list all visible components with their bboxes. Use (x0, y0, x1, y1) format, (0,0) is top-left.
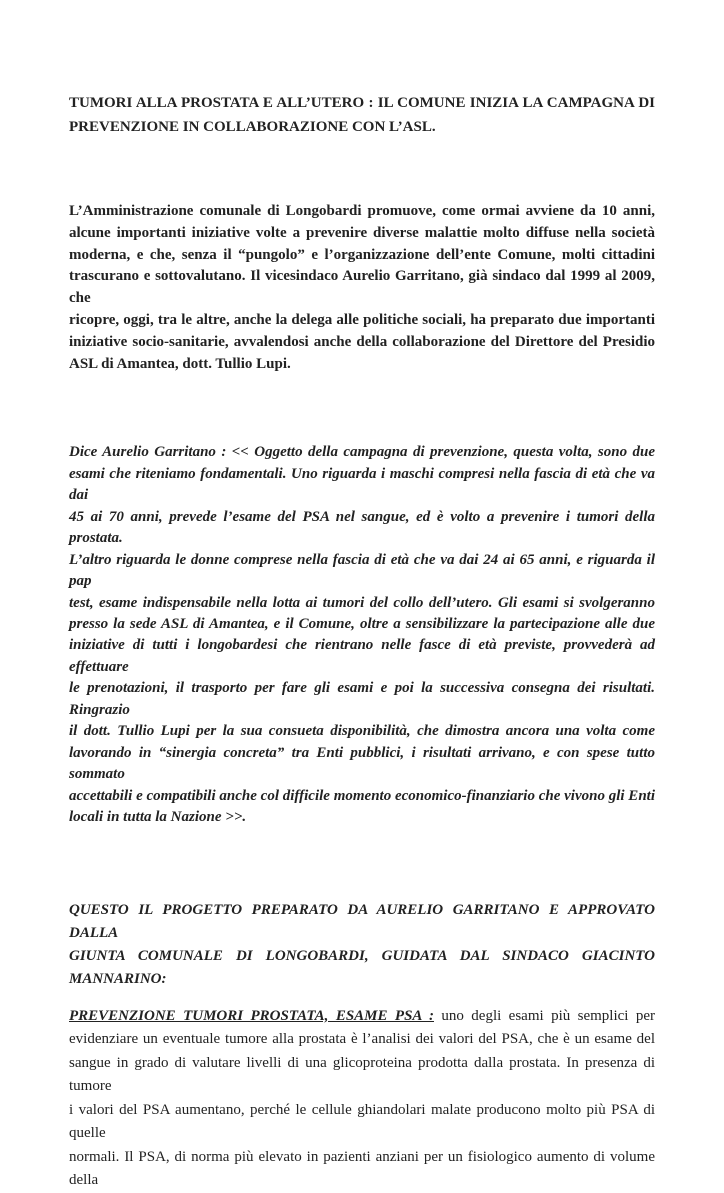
text-line: 45 ai 70 anni, prevede l’esame del PSA nel sangue, ed è volto a prevenire i tumori della prostata. (69, 508, 655, 547)
title-line: PREVENZIONE IN COLLABORAZIONE CON L’ASL. (69, 118, 436, 135)
text-line: alcune importanti iniziative volte a prevenire diverse malattie molto diffuse nella società (69, 224, 655, 241)
text-line: L’Amministrazione comunale di Longobardi promuove, come ormai avviene da 10 anni, (69, 203, 655, 219)
text-line: moderna, e che, senza il “pungolo” e l’organizzazione dell’ente Comune, molti cittadini (69, 246, 655, 263)
text-line: L’altro riguarda le donne comprese nella fascia di età che va dai 24 ai 65 anni, e riguarda il pap (69, 551, 655, 590)
text-line: esami che riteniamo fondamentali. Uno riguarda i maschi compresi nella fascia di età che va dai (69, 465, 655, 504)
text-line: le prenotazioni, il trasporto per fare gli esami e poi la successiva consegna dei risultati. Ringrazio (69, 680, 655, 718)
text-line (69, 1005, 655, 1029)
lead-continuation: uno degli esami più semplici per (434, 1007, 656, 1024)
quote-paragraph (69, 442, 655, 828)
heading-line: MANNARINO: (69, 970, 167, 987)
text-line: sangue in grado di valutare livelli di una glicoproteina prodotta dalla prostata. In presenza di tumore (69, 1054, 655, 1095)
intro-paragraph (69, 201, 655, 375)
text-line: normali. Il PSA, di norma più elevato in pazienti anziani per un fisiologico aumento di volume della (69, 1148, 655, 1189)
text-line: accettabili e compatibili anche col difficile momento economico-finanziario che vivono gli Enti (69, 787, 655, 804)
text-line: iniziative socio-sanitarie, avvalendosi anche della collaborazione del Direttore del Presidio (69, 333, 655, 350)
text-line: lavorando in “sinergia concreta” tra Enti pubblici, i risultati arrivano, e con spese tutto sommato (69, 744, 655, 783)
psa-paragraph (69, 1005, 655, 1193)
text-line: ricopre, oggi, tra le altre, anche la delega alle politiche sociali, ha preparato due importanti (69, 311, 655, 328)
heading-line: QUESTO IL PROGETTO PREPARATO DA AURELIO GARRITANO E APPROVATO DALLA (69, 901, 655, 941)
heading-line: GIUNTA COMUNALE DI LONGOBARDI, GUIDATA DAL SINDACO GIACINTO (69, 947, 655, 964)
text-line: evidenziare un eventuale tumore alla prostata è l’analisi dei valori del PSA, che è un esame del (69, 1031, 655, 1048)
project-heading (69, 899, 655, 991)
text-line: Dice Aurelio Garritano : << Oggetto della campagna di prevenzione, questa volta, sono due (69, 444, 655, 461)
text-line: il dott. Tullio Lupi per la sua consueta disponibilità, che dimostra ancora una volta come (69, 723, 655, 740)
title-line: TUMORI ALLA PROSTATA E ALL’UTERO : IL COMUNE INIZIA LA CAMPAGNA DI (69, 95, 655, 111)
article-title (69, 92, 655, 139)
text-line: locali in tutta la Nazione >>. (69, 809, 247, 826)
text-line: trascurano e sottovalutano. Il vicesindaco Aurelio Garritano, già sindaco dal 1999 al 2009, che (69, 268, 655, 307)
text-line: ASL di Amantea, dott. Tullio Lupi. (69, 355, 291, 372)
text-line: iniziative di tutti i longobardesi che rientrano nelle fasce di età previste, provvederà ad effettuare (69, 637, 655, 675)
text-line: test, esame indispensabile nella lotta ai tumori del collo dell’utero. Gli esami si svolgeranno (69, 594, 655, 611)
section-lead: PREVENZIONE TUMORI PROSTATA, ESAME PSA : (69, 1007, 434, 1024)
text-line: i valori del PSA aumentano, perché le cellule ghiandolari malate producono molto più PSA di quelle (69, 1101, 655, 1142)
text-line: presso la sede ASL di Amantea, e il Comune, oltre a sensibilizzare la partecipazione alle due (69, 616, 655, 632)
